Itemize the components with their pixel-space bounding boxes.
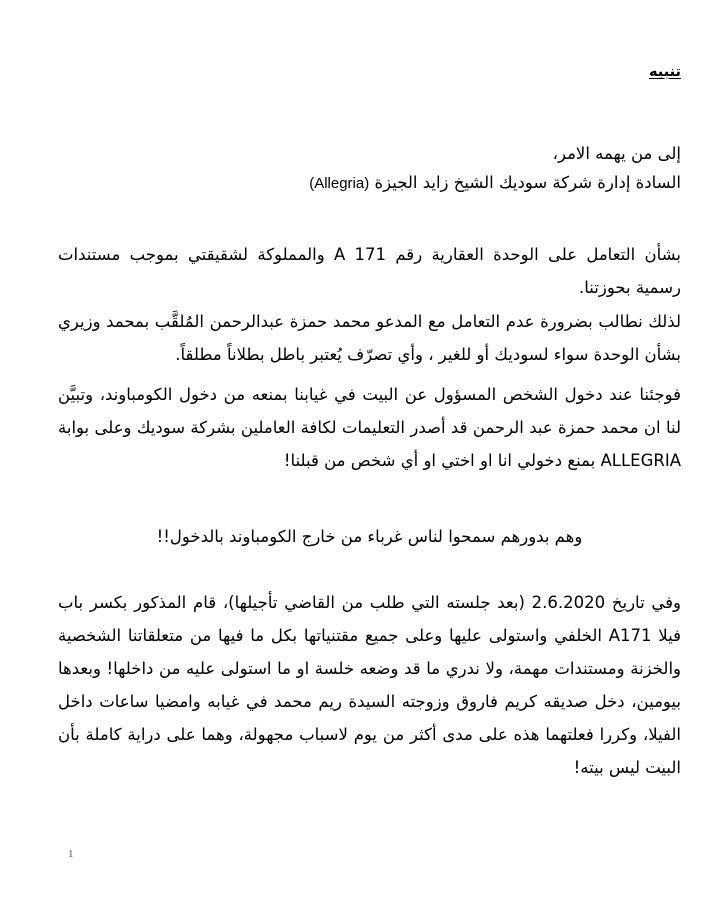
- salutation-line-2: [221, 169, 681, 198]
- body-paragraph-breakin: وفي تاريخ 2.6.2020 (بعد جلسته التي طلب من القاضي تأجيلها)، قام المذكور بكسر باب فيلا A171 الخلفي واستولى عليها وعلى جميع مقتنياتها بكل ما فيها من متعلقاتنا الشخصية والخزنة ومستندات مهمة، ولا ندري ما قد وضعه خلسة او ما استولى عليه من داخلها! وبعدها بيومين، دخل صديقه كريم فاروق وزوجته السيدة ريم محمد في غيابه وامضيا ساعات داخل الفيلا، وكررا فعلتهما هذه على مدى أكثر من يوم لاسباب مجهولة، وهما على دراية كاملة بأن البيت ليس بيته!: [58, 593, 681, 777]
- salutation-recipient: السادة إدارة شركة سوديك الشيخ زايد الجيزة: [369, 172, 681, 192]
- body-paragraph-demand: لذلك نطالب بضرورة عدم التعامل مع المدعو محمد حمزة عبدالرحمن المُلقَّب بمحمد وزيري بشأن الوحدة سواء لسوديك أو للغير ، وأي تصرّف يُعتبر باطل بطلاناً مطلقاً.: [58, 312, 681, 364]
- page-number: 1: [68, 848, 74, 860]
- body-paragraph-subject: بشأن التعامل على الوحدة العقارية رقم 171 A والمملوكة لشقيقتي بموجب مستندات رسمية بحوزتنا.: [58, 245, 681, 297]
- body-paragraph-strangers: وهم بدورهم سمحوا لناس غرباء من خارج الكومباوند بالدخول!!: [156, 527, 583, 546]
- notice-heading: تنبيه: [649, 64, 681, 80]
- salutation-block: [221, 140, 681, 198]
- body-paragraph-incident: فوجئنا عند دخول الشخص المسؤول عن البيت في غيابنا بمنعه من دخول الكومباوند، وتبيَّن لنا ان محمد حمزة عبد الرحمن قد أصدر التعليمات لكافة العاملين بشركة سوديك وعلى بوابة ALLEGRIA بمنع دخولي انا او اختي او أي شخص من قبلنا!: [58, 385, 681, 470]
- brand-name-allegria: (Allegria): [309, 174, 370, 192]
- salutation-line-1: إلى من يهمه الامر،: [552, 144, 681, 163]
